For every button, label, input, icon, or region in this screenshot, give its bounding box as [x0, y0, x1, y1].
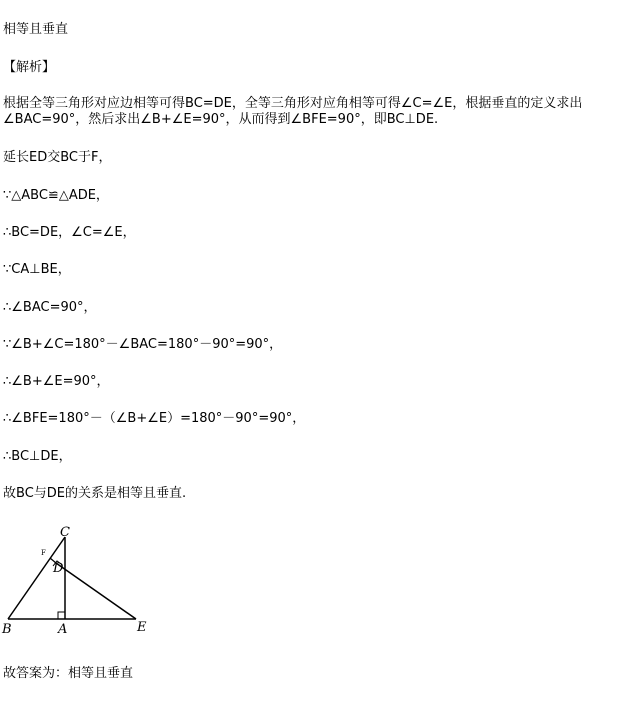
point-label-B: B	[2, 622, 12, 637]
point-label-E: E	[137, 620, 147, 635]
segment-BC	[8, 537, 65, 619]
analysis-text: 根据全等三角形对应边相等可得BC=DE，全等三角形对应角相等可得∠C=∠E，根据垂直的定义求出∠BAC=90°，然后求出∠B+∠E=90°，从而得到∠BFE=90°，即BC⊥DE.	[3, 96, 583, 127]
analysis-title: 【解析】	[3, 60, 56, 75]
segment-DE	[56, 563, 136, 619]
final-answer: 故答案为：相等且垂直	[3, 666, 134, 681]
right-angle-marker-A	[58, 612, 65, 619]
answer-header: 相等且垂直	[3, 22, 69, 37]
point-label-D: D	[53, 561, 64, 576]
step-line: 故BC与DE的关系是相等且垂直.	[3, 486, 187, 501]
step-line: ∴∠BAC=90°，	[3, 300, 97, 315]
step-line: 延长ED交BC于F，	[3, 150, 112, 165]
step-line: ∴BC=DE，∠C=∠E，	[3, 225, 136, 240]
step-line: ∴∠B+∠E=90°，	[3, 374, 110, 389]
step-line: ∵△ABC≌△ADE，	[3, 188, 109, 203]
step-line: ∴∠BFE=180°－（∠B+∠E）=180°－90°=90°，	[3, 411, 306, 426]
point-label-F: F	[41, 549, 46, 557]
step-line: ∵CA⊥BE，	[3, 262, 71, 277]
step-line: ∵∠B+∠C=180°－∠BAC=180°－90°=90°，	[3, 337, 283, 352]
point-label-C: C	[60, 525, 70, 540]
step-line: ∴BC⊥DE，	[3, 449, 72, 464]
point-label-A: A	[58, 622, 68, 637]
geometry-figure	[0, 525, 170, 640]
